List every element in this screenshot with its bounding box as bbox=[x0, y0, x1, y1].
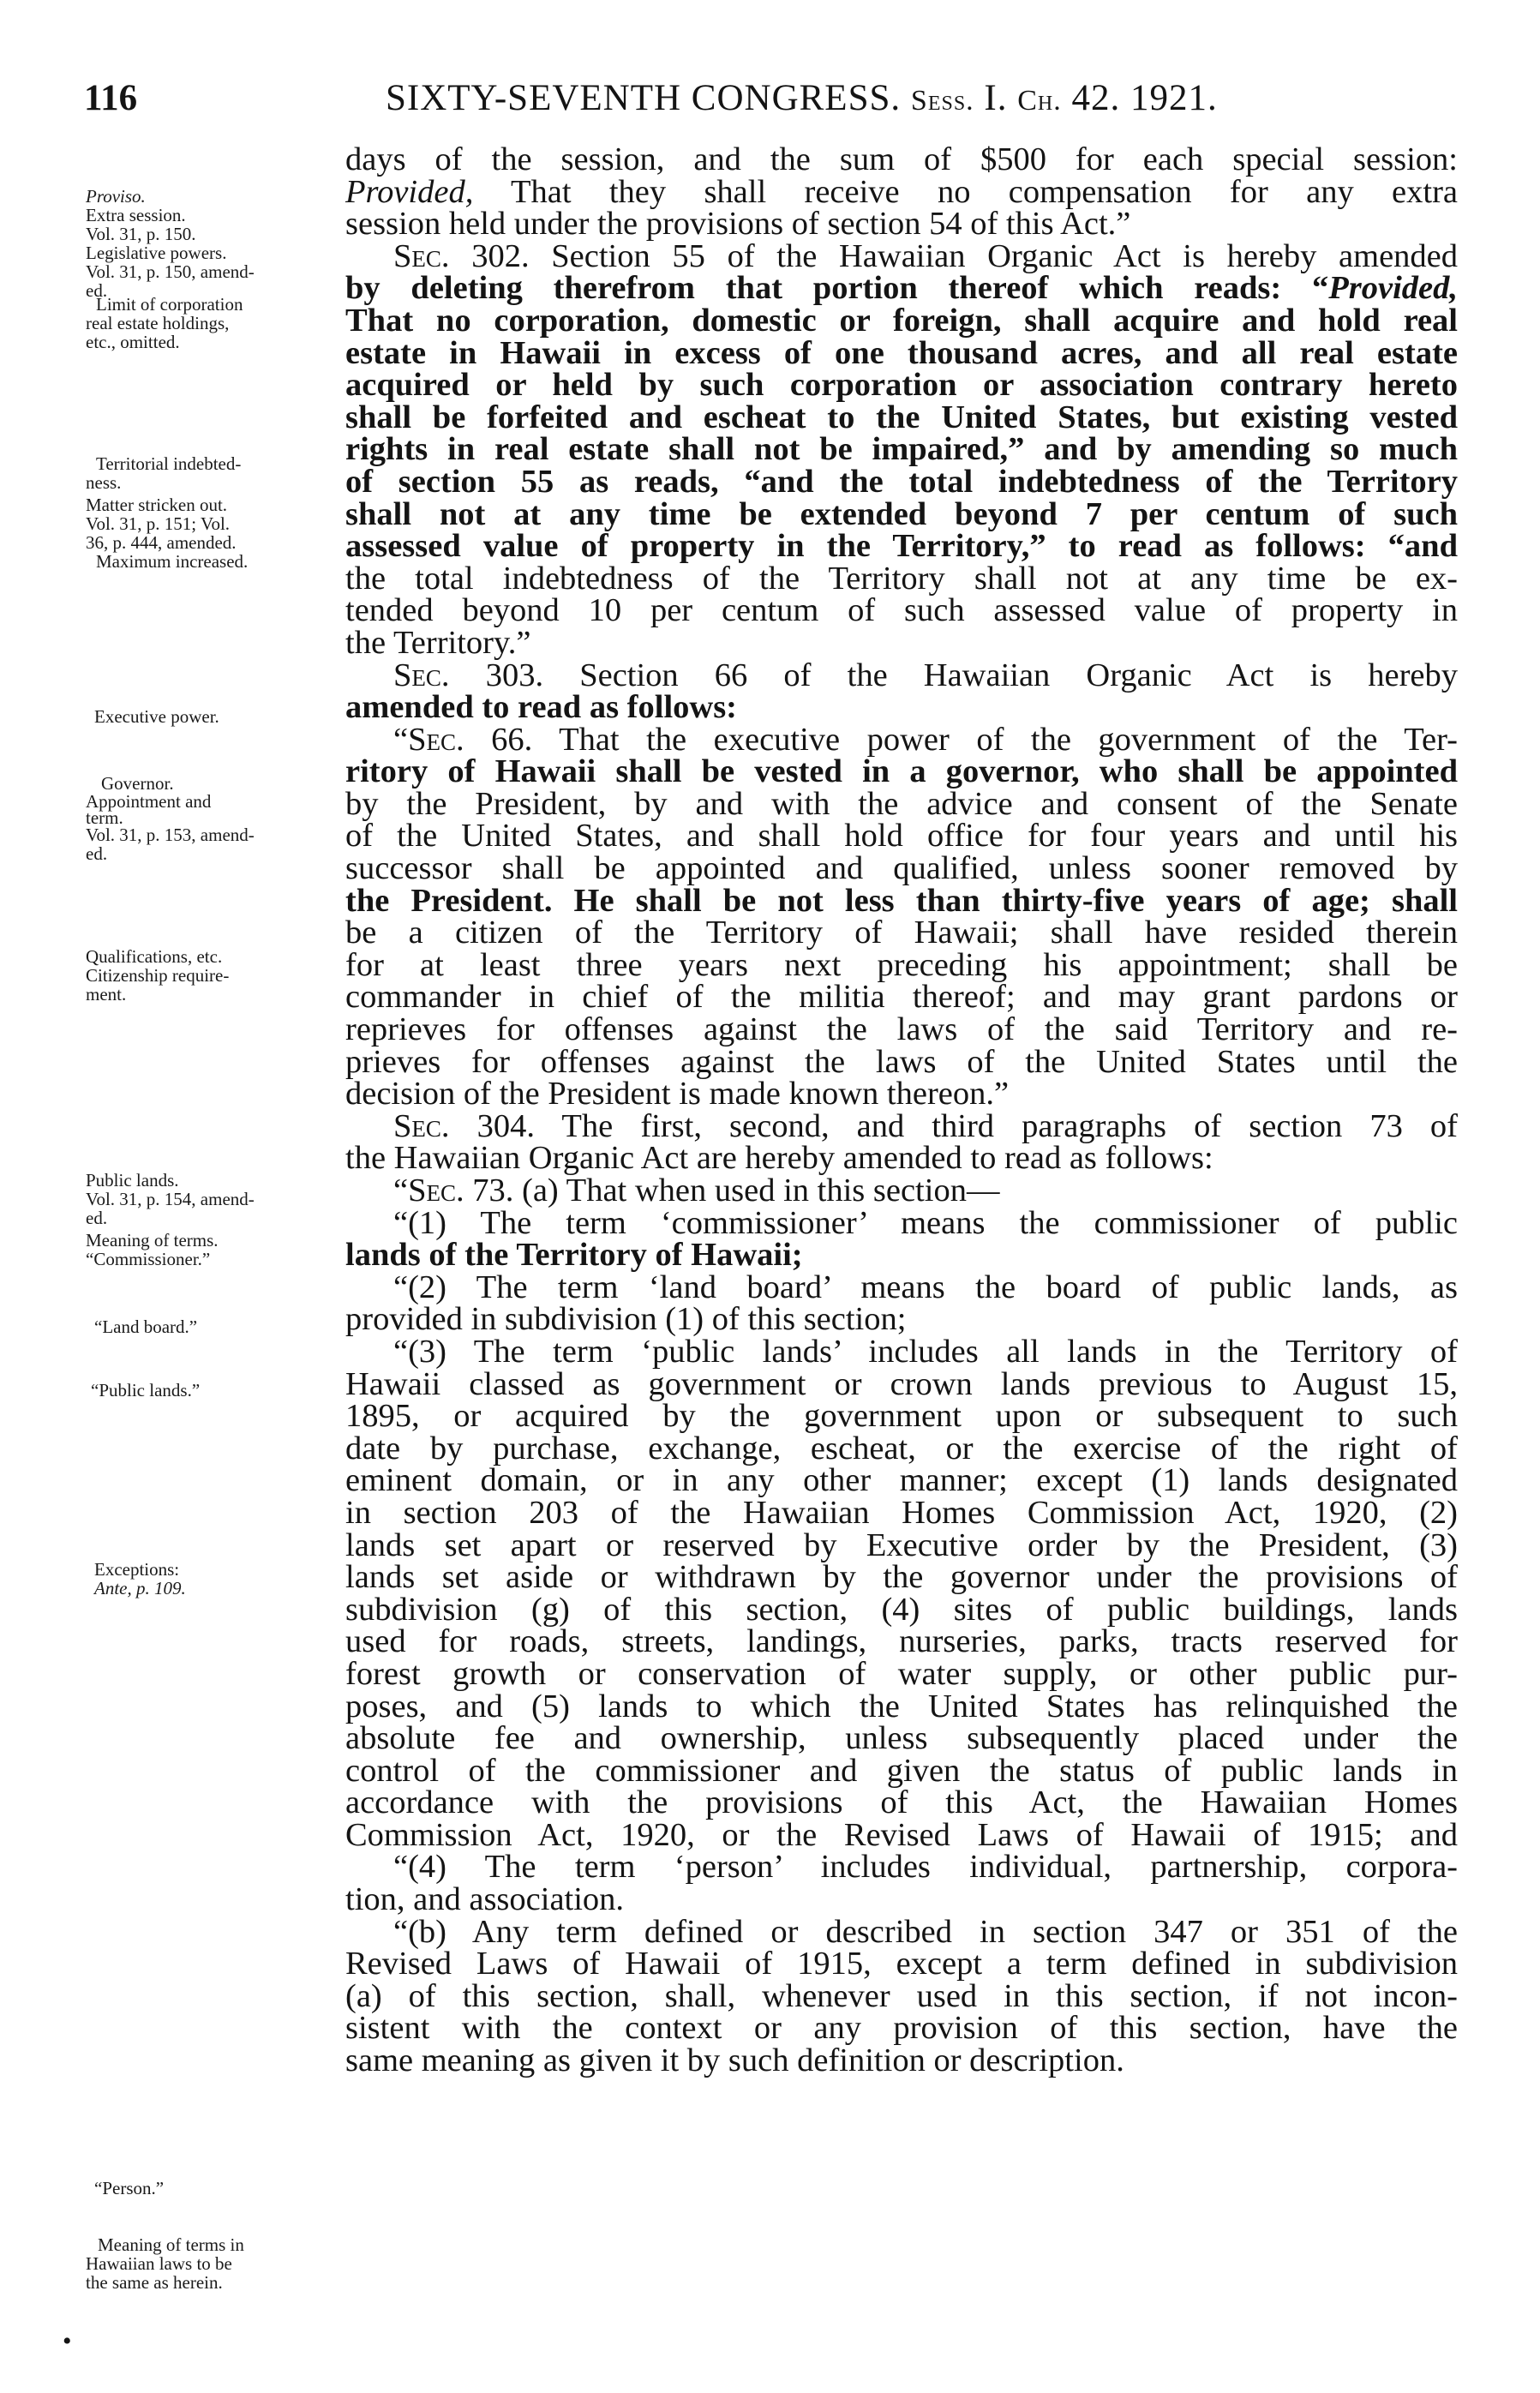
text-line: same meaning as given it by such definition or description. bbox=[345, 2042, 1124, 2079]
text-line: “Sec. 73. (a) That when used in this section— bbox=[393, 1173, 1000, 1208]
margin-note: 36, p. 444, amended. bbox=[86, 532, 237, 553]
margin-note: “Person.” bbox=[94, 2178, 165, 2198]
text-line: provided in subdivision (1) of this section; bbox=[345, 1301, 907, 1338]
margin-note: Matter stricken out. bbox=[86, 495, 228, 515]
page-number: 116 bbox=[84, 78, 138, 118]
text-line: amended to read as follows: bbox=[345, 689, 737, 726]
margin-note: Appointment and bbox=[86, 791, 212, 812]
text-line: reprieves for offenses against the laws of the said Territory and re- bbox=[345, 1011, 1458, 1048]
margin-note: the same as herein. bbox=[86, 2272, 223, 2293]
margin-note: ed. bbox=[86, 843, 108, 864]
text-line: tion, and association. bbox=[345, 1881, 625, 1918]
text-line: the Territory.” bbox=[345, 624, 531, 661]
text-line: control of the commissioner and given the status of public lands in bbox=[345, 1752, 1458, 1789]
text-line: date by purchase, exchange, escheat, or the exercise of the right of bbox=[345, 1430, 1458, 1466]
text-line: session held under the provisions of section 54 of this Act.” bbox=[345, 206, 1131, 243]
text-line: be a citizen of the Territory of Hawaii; shall have resided therein bbox=[345, 915, 1458, 951]
margin-note: Ante, p. 109. bbox=[94, 1578, 186, 1598]
statute-text bbox=[345, 141, 1459, 2079]
text-line: subdivision (g) of this section, (4) sites of public buildings, lands bbox=[345, 1591, 1458, 1628]
text-line: Revised Laws of Hawaii of 1915, except a term defined in subdivision bbox=[345, 1946, 1458, 1982]
text-line: acquired or held by such corporation or association contrary hereto bbox=[345, 367, 1458, 404]
text-line: commander in chief of the militia thereof; and may grant pardons or bbox=[345, 979, 1458, 1016]
text-line: the Hawaiian Organic Act are hereby amended to read as follows: bbox=[345, 1140, 1213, 1177]
text-line: Provided, That they shall receive no compensation for any extra bbox=[345, 173, 1458, 210]
text-line: lands set aside or withdrawn by the governor under the provisions of bbox=[345, 1559, 1458, 1596]
text-line: “(b) Any term defined or described in section 347 or 351 of the bbox=[393, 1913, 1458, 1950]
text-line: 1895, or acquired by the government upon or subsequent to such bbox=[345, 1398, 1458, 1435]
margin-note: Extra session. bbox=[86, 205, 186, 225]
text-line: of section 55 as reads, “and the total indebtedness of the Territory bbox=[345, 463, 1458, 500]
margin-note: Hawaiian laws to be bbox=[86, 2253, 232, 2274]
text-line: for at least three years next preceding his appointment; shall be bbox=[345, 946, 1458, 983]
text-line: poses, and (5) lands to which the United States has relinquished the bbox=[345, 1688, 1458, 1724]
text-line: “(1) The term ‘commissioner’ means the commissioner of public bbox=[393, 1204, 1458, 1241]
margin-note: term. bbox=[86, 807, 123, 828]
text-line: Sec. 304. The first, second, and third paragraphs of section 73 of bbox=[393, 1107, 1458, 1144]
margin-note: Territorial indebted- bbox=[96, 453, 242, 474]
text-line: Commission Act, 1920, or the Revised Laws of Hawaii of 1915; and bbox=[345, 1816, 1458, 1853]
text-line: That no corporation, domestic or foreign, shall acquire and hold real bbox=[345, 302, 1458, 339]
margin-note: Exceptions: bbox=[94, 1559, 180, 1580]
margin-note: ness. bbox=[86, 472, 122, 493]
text-line: Sec. 303. Section 66 of the Hawaiian Organic Act is hereby bbox=[393, 657, 1459, 693]
margin-note: real estate holdings, bbox=[86, 313, 230, 333]
text-line: days of the session, and the sum of $500 for each special session: bbox=[345, 141, 1458, 177]
text-line: in section 203 of the Hawaiian Homes Commission Act, 1920, (2) bbox=[345, 1494, 1458, 1531]
margin-note: Meaning of terms. bbox=[86, 1230, 219, 1250]
text-line: the total indebtedness of the Territory shall not at any time be ex- bbox=[345, 560, 1458, 597]
margin-note: Maximum increased. bbox=[96, 551, 249, 572]
margin-note: ment. bbox=[86, 984, 127, 1005]
running-header bbox=[0, 77, 1540, 129]
text-line: ritory of Hawaii shall be vested in a governor, who shall be appointed bbox=[345, 753, 1458, 790]
margin-note: ed. bbox=[86, 280, 108, 301]
text-line: accordance with the provisions of this Act, the Hawaiian Homes bbox=[345, 1784, 1458, 1821]
text-line: “(2) The term ‘land board’ means the board of public lands, as bbox=[393, 1268, 1458, 1305]
text-line: forest growth or conservation of water supply, or other public pur- bbox=[345, 1655, 1458, 1692]
text-line: (a) of this section, shall, whenever used in this section, if not incon- bbox=[345, 1977, 1458, 2014]
text-line: “(4) The term ‘person’ includes individual, partnership, corpora- bbox=[393, 1849, 1458, 1886]
margin-note: Vol. 31, p. 150, amend- bbox=[86, 261, 255, 282]
margin-note: ed. bbox=[86, 1208, 108, 1228]
margin-note: “Commissioner.” bbox=[86, 1249, 211, 1269]
text-line: tended beyond 10 per centum of such assessed value of property in bbox=[345, 592, 1458, 629]
text-line: estate in Hawaii in excess of one thousand acres, and all real estate bbox=[345, 334, 1458, 371]
text-line: by the President, by and with the advice and consent of the Senate bbox=[345, 785, 1458, 822]
running-head: SIXTY-SEVENTH CONGRESS. Sess. I. Ch. 42. 1921. bbox=[386, 78, 1218, 118]
text-line: lands of the Territory of Hawaii; bbox=[345, 1237, 803, 1274]
margin-note: Governor. bbox=[101, 773, 174, 794]
margin-note: “Land board.” bbox=[94, 1316, 198, 1337]
text-line: eminent domain, or in any other manner; except (1) lands designated bbox=[345, 1462, 1458, 1499]
margin-note: Public lands. bbox=[86, 1170, 179, 1191]
text-line: lands set apart or reserved by Executive order by the President, (3) bbox=[345, 1526, 1458, 1563]
text-line: shall be forfeited and escheat to the United States, but existing vested bbox=[345, 399, 1458, 435]
text-line: absolute fee and ownership, unless subsequently placed under the bbox=[345, 1720, 1458, 1757]
margin-note: Vol. 31, p. 150. bbox=[86, 224, 196, 244]
text-line: sistent with the context or any provision of this section, have the bbox=[345, 2010, 1458, 2047]
text-line: prieves for offenses against the laws of the United States until the bbox=[345, 1043, 1458, 1080]
margin-note: Executive power. bbox=[94, 706, 219, 727]
margin-note: Limit of corporation bbox=[96, 294, 243, 315]
text-line: Hawaii classed as government or crown lands previous to August 15, bbox=[345, 1365, 1458, 1402]
text-line: Sec. 302. Section 55 of the Hawaiian Organic Act is hereby amended bbox=[393, 237, 1458, 274]
margin-note: Vol. 31, p. 151; Vol. bbox=[86, 513, 231, 534]
margin-note: Qualifications, etc. bbox=[86, 946, 223, 967]
margin-note: Vol. 31, p. 153, amend- bbox=[86, 825, 255, 845]
margin-note: “Public lands.” bbox=[91, 1380, 201, 1400]
text-line: rights in real estate shall not be impaired,” and by amending so much bbox=[345, 431, 1458, 468]
footer-mark: • bbox=[63, 2327, 72, 2355]
margin-note: Meaning of terms in bbox=[98, 2234, 244, 2255]
margin-note: etc., omitted. bbox=[86, 332, 180, 352]
text-line: used for roads, streets, landings, nurseries, parks, tracts reserved for bbox=[345, 1623, 1458, 1660]
text-line: of the United States, and shall hold office for four years and until his bbox=[345, 818, 1458, 855]
margin-note: Citizenship require- bbox=[86, 965, 230, 986]
text-line: by deleting therefrom that portion thereof which reads: “Provided, bbox=[345, 270, 1458, 307]
text-line: “(3) The term ‘public lands’ includes all lands in the Territory of bbox=[393, 1333, 1458, 1370]
margin-note: Proviso. bbox=[86, 186, 146, 207]
text-line: successor shall be appointed and qualified, unless sooner removed by bbox=[345, 850, 1458, 887]
margin-note: Vol. 31, p. 154, amend- bbox=[86, 1189, 255, 1209]
text-line: decision of the President is made known thereon.” bbox=[345, 1076, 1010, 1113]
text-line: assessed value of property in the Territory,” to read as follows: “and bbox=[345, 528, 1458, 565]
text-line: the President. He shall be not less than thirty-five years of age; shall bbox=[345, 882, 1458, 919]
text-line: shall not at any time be extended beyond 7 per centum of such bbox=[345, 495, 1458, 532]
text-line: “Sec. 66. That the executive power of the government of the Ter- bbox=[393, 721, 1459, 758]
margin-note: Legislative powers. bbox=[86, 243, 227, 263]
